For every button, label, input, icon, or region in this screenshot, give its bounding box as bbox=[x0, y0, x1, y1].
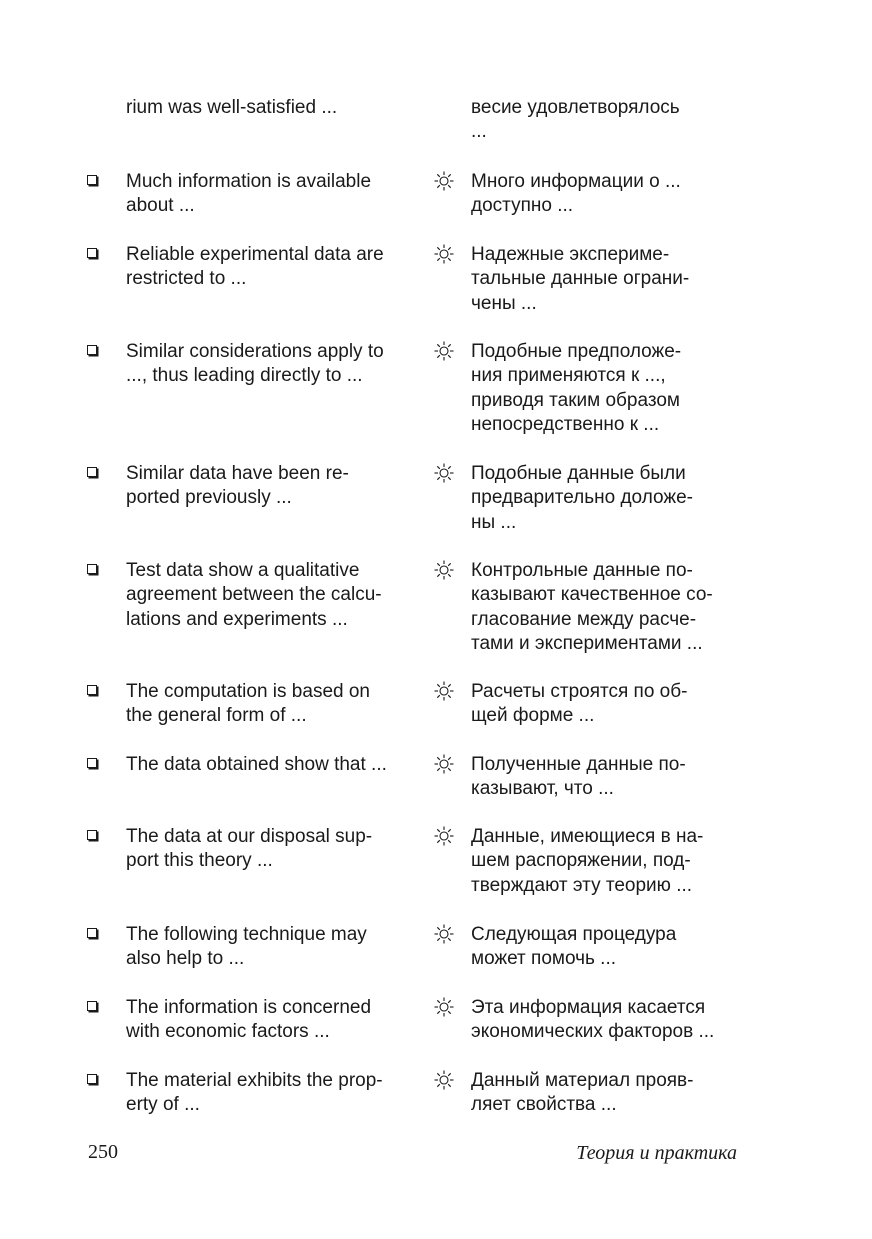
text-line: шем распоряжении, под- bbox=[471, 850, 691, 872]
running-title: Теория и практика bbox=[576, 1142, 737, 1164]
square-bullet-icon bbox=[87, 758, 97, 768]
russian-phrase bbox=[471, 1069, 771, 1118]
text-line: ляет свойства ... bbox=[471, 1094, 617, 1116]
text-line: The computation is based on bbox=[126, 681, 370, 702]
square-bullet-icon bbox=[87, 830, 97, 840]
english-phrase bbox=[126, 923, 426, 972]
text-line: Similar data have been re- bbox=[126, 463, 349, 484]
text-line: Много информации о ... bbox=[471, 171, 681, 192]
text-line: with economic factors ... bbox=[126, 1021, 330, 1043]
sun-icon bbox=[432, 242, 456, 266]
square-bullet-icon bbox=[87, 928, 97, 938]
text-line: The data obtained show that ... bbox=[126, 754, 387, 775]
text-line: The information is concerned bbox=[126, 997, 372, 1018]
english-phrase bbox=[126, 680, 426, 729]
text-line: непосредственно к ... bbox=[471, 413, 660, 435]
text-line: ported previously ... bbox=[126, 487, 292, 509]
text-line: Подобные предположе- bbox=[471, 341, 682, 362]
text-line: rium was well-satisfied ... bbox=[126, 97, 338, 118]
russian-phrase bbox=[471, 753, 771, 802]
text-line: гласование между расче- bbox=[471, 608, 697, 630]
text-line: тальные данные ограни- bbox=[471, 268, 690, 290]
text-line: Reliable experimental data are bbox=[126, 244, 384, 265]
english-phrase bbox=[126, 462, 426, 511]
text-line: тверждают эту теорию ... bbox=[471, 874, 693, 896]
text-line: Эта информация касается bbox=[471, 997, 706, 1018]
english-phrase bbox=[126, 753, 426, 777]
text-line: ны ... bbox=[471, 511, 517, 533]
text-line: The material exhibits the prop- bbox=[126, 1070, 383, 1091]
russian-phrase bbox=[471, 96, 771, 145]
text-line: экономических факторов ... bbox=[471, 1021, 715, 1043]
russian-phrase bbox=[471, 559, 771, 656]
text-line: lations and experiments ... bbox=[126, 608, 348, 630]
sun-icon bbox=[432, 461, 456, 485]
text-line: казывают, что ... bbox=[471, 778, 614, 800]
text-line: приводя таким образом bbox=[471, 389, 680, 411]
text-line: Данный материал прояв- bbox=[471, 1070, 694, 1091]
sun-icon bbox=[432, 922, 456, 946]
russian-phrase bbox=[471, 996, 771, 1045]
russian-phrase bbox=[471, 243, 771, 316]
russian-phrase bbox=[471, 340, 771, 437]
text-line: Подобные данные были bbox=[471, 463, 686, 484]
text-line: доступно ... bbox=[471, 195, 574, 217]
text-line: The data at our disposal sup- bbox=[126, 826, 373, 847]
sun-icon bbox=[432, 339, 456, 363]
russian-phrase bbox=[471, 170, 771, 219]
sun-icon bbox=[432, 679, 456, 703]
text-line: ..., thus leading directly to ... bbox=[126, 365, 363, 387]
english-phrase bbox=[126, 96, 426, 120]
text-line: ния применяются к ..., bbox=[471, 365, 666, 387]
text-line: The following technique may bbox=[126, 924, 367, 945]
russian-phrase bbox=[471, 680, 771, 729]
square-bullet-icon bbox=[87, 345, 97, 355]
text-line: about ... bbox=[126, 195, 195, 217]
text-line: Данные, имеющиеся в на- bbox=[471, 826, 704, 847]
sun-icon bbox=[432, 824, 456, 848]
sun-icon bbox=[432, 995, 456, 1019]
text-line: erty of ... bbox=[126, 1094, 200, 1116]
text-line: ... bbox=[471, 121, 487, 143]
text-line: Much information is available bbox=[126, 171, 372, 192]
english-phrase bbox=[126, 243, 426, 292]
sun-icon bbox=[432, 1068, 456, 1092]
text-line: Надежные экспериме- bbox=[471, 244, 670, 265]
english-phrase bbox=[126, 559, 426, 632]
square-bullet-icon bbox=[87, 248, 97, 258]
square-bullet-icon bbox=[87, 685, 97, 695]
text-line: казывают качественное со- bbox=[471, 584, 713, 606]
square-bullet-icon bbox=[87, 1001, 97, 1011]
russian-phrase bbox=[471, 462, 771, 535]
text-line: Расчеты строятся по об- bbox=[471, 681, 688, 702]
text-line: тами и экспериментами ... bbox=[471, 632, 703, 654]
square-bullet-icon bbox=[87, 467, 97, 477]
text-line: port this theory ... bbox=[126, 850, 273, 872]
text-line: also help to ... bbox=[126, 948, 245, 970]
text-line: может помочь ... bbox=[471, 948, 617, 970]
text-line: Полученные данные по- bbox=[471, 754, 686, 775]
text-line: Test data show a qualitative bbox=[126, 560, 360, 581]
english-phrase bbox=[126, 170, 426, 219]
square-bullet-icon bbox=[87, 175, 97, 185]
sun-icon bbox=[432, 752, 456, 776]
sun-icon bbox=[432, 169, 456, 193]
square-bullet-icon bbox=[87, 564, 97, 574]
text-line: Similar considerations apply to bbox=[126, 341, 384, 362]
text-line: the general form of ... bbox=[126, 705, 307, 727]
english-phrase bbox=[126, 996, 426, 1045]
square-bullet-icon bbox=[87, 1074, 97, 1084]
text-line: agreement between the calcu- bbox=[126, 584, 382, 606]
text-line: Следующая процедура bbox=[471, 924, 677, 945]
russian-phrase bbox=[471, 825, 771, 898]
text-line: restricted to ... bbox=[126, 268, 247, 290]
english-phrase bbox=[126, 340, 426, 389]
text-line: щей форме ... bbox=[471, 705, 595, 727]
text-line: предварительно доложе- bbox=[471, 487, 693, 509]
english-phrase bbox=[126, 1069, 426, 1118]
text-line: весие удовлетворялось bbox=[471, 97, 680, 118]
text-line: Контрольные данные по- bbox=[471, 560, 693, 581]
russian-phrase bbox=[471, 923, 771, 972]
sun-icon bbox=[432, 558, 456, 582]
text-line: чены ... bbox=[471, 292, 537, 314]
page-number: 250 bbox=[88, 1141, 118, 1163]
english-phrase bbox=[126, 825, 426, 874]
